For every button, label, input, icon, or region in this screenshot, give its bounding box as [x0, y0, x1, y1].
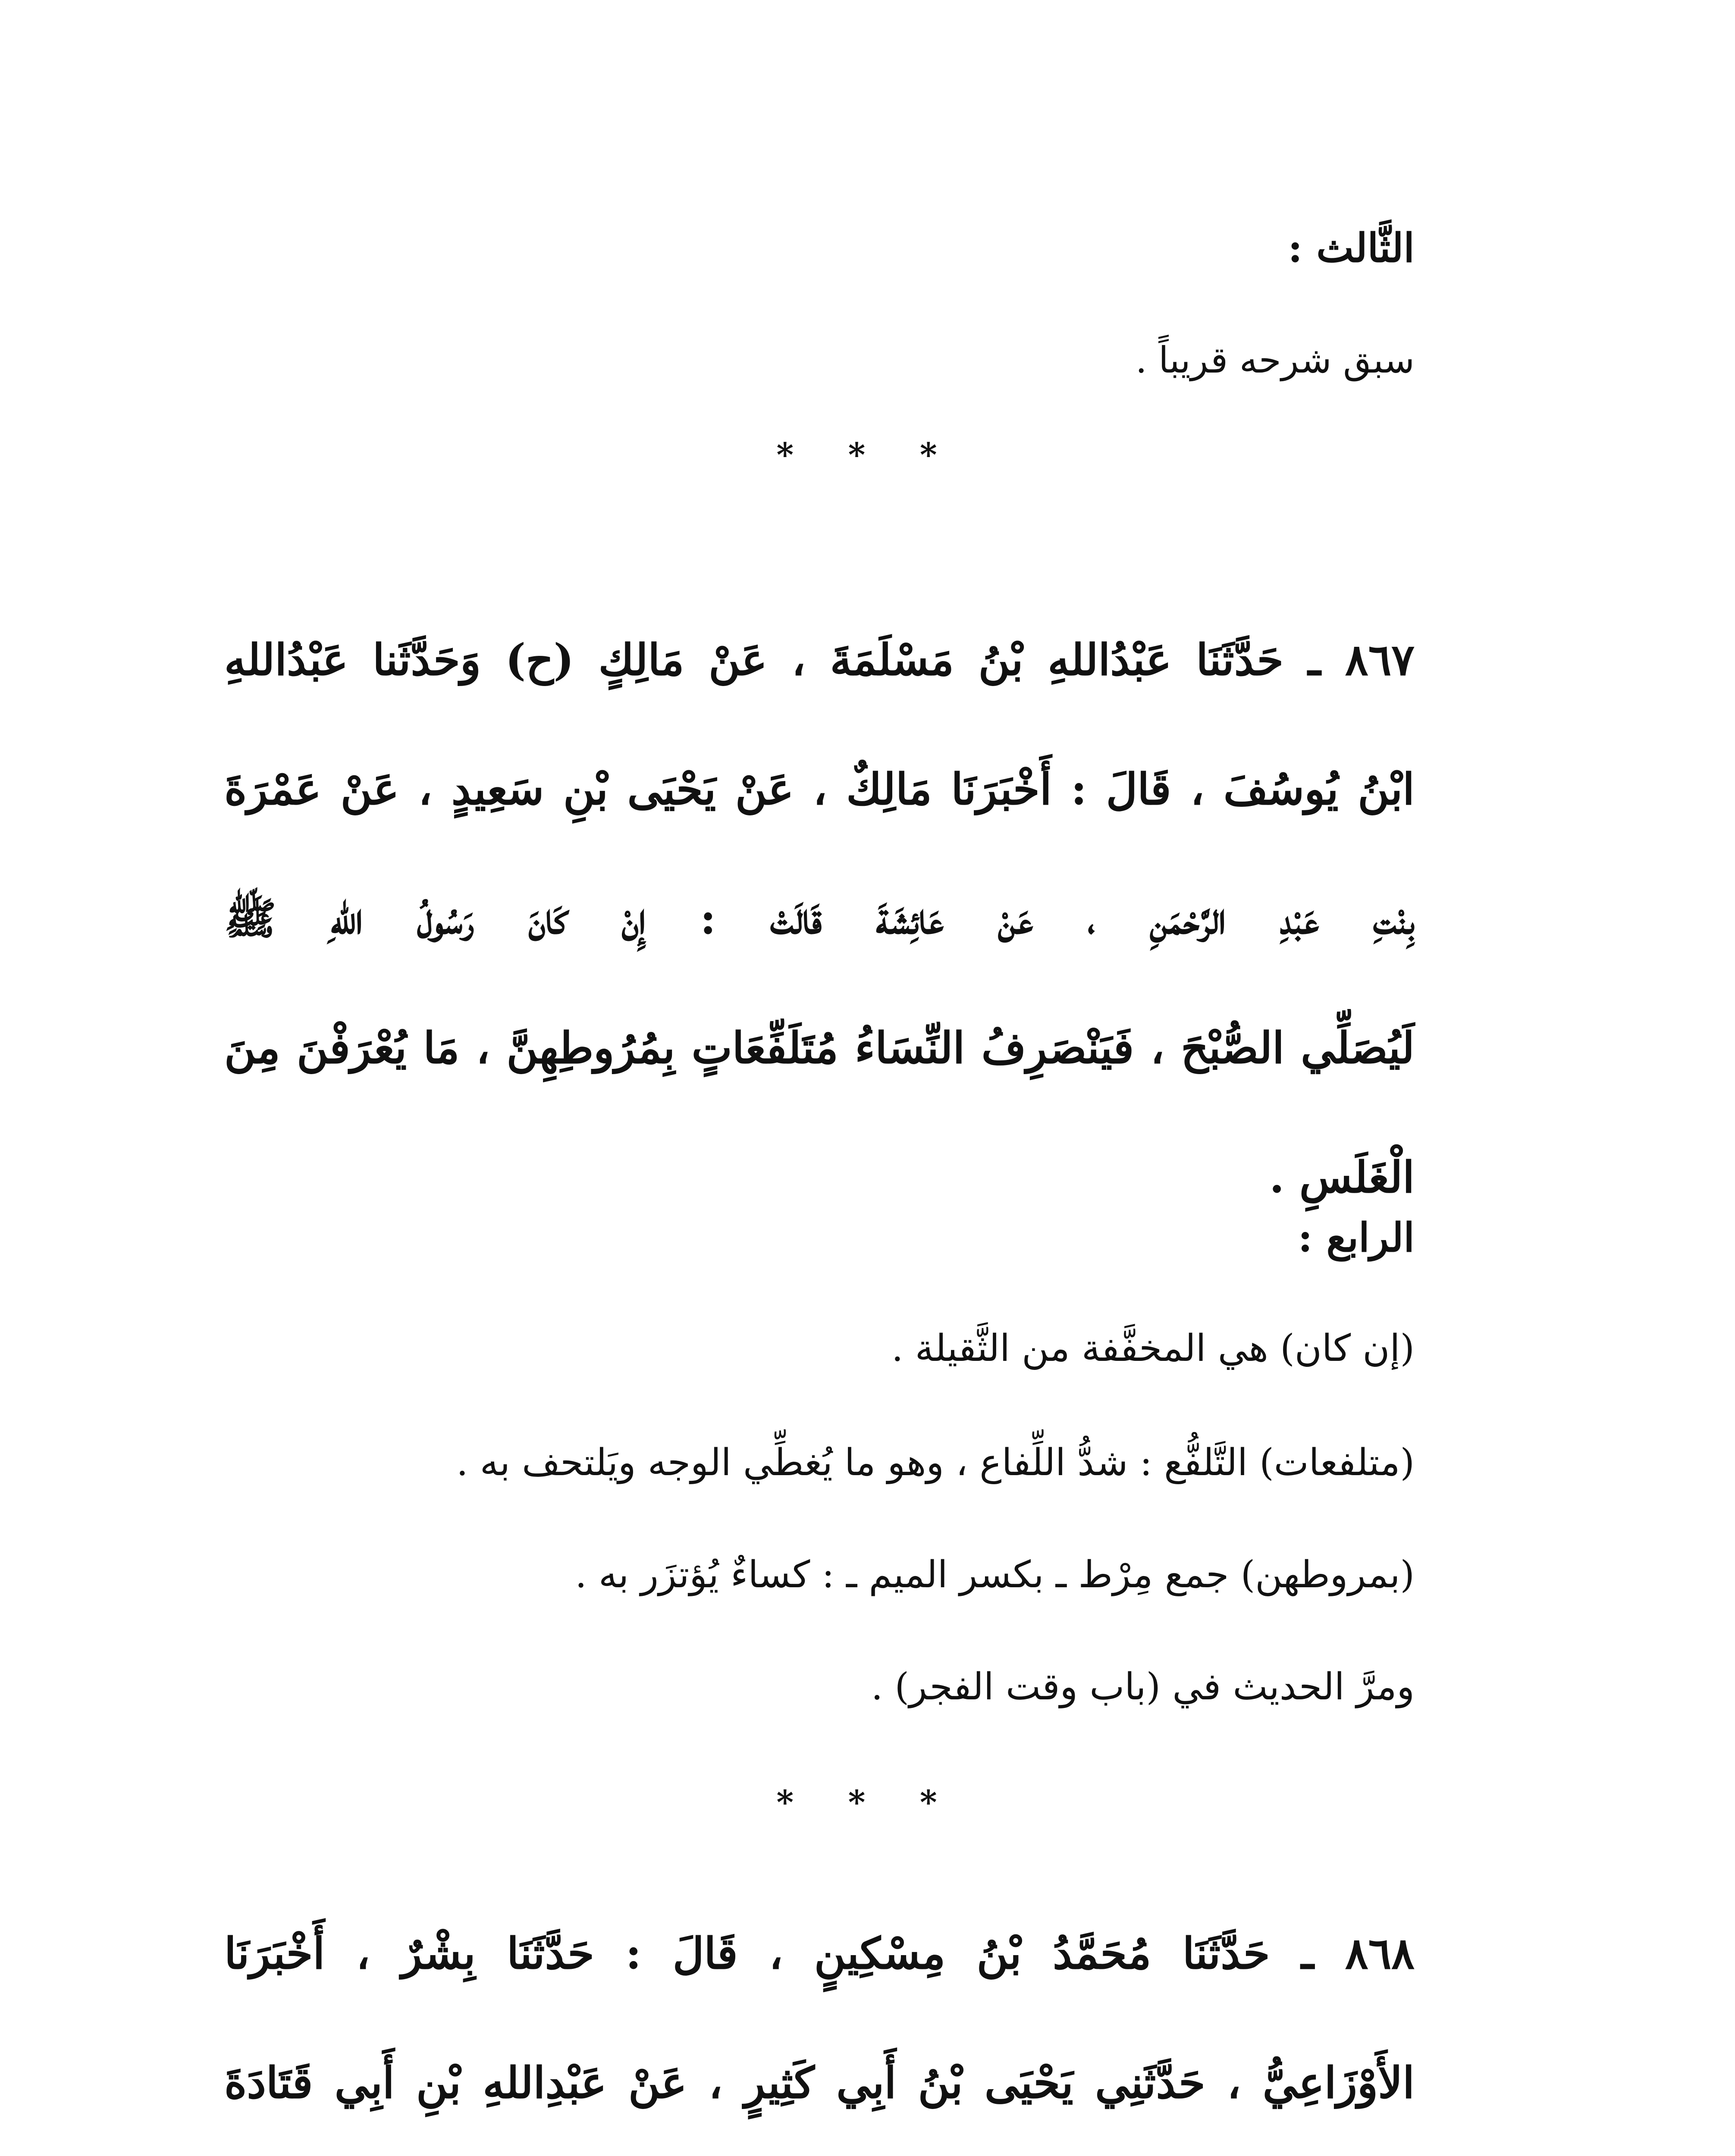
hadith-868-line — [224, 2147, 1415, 2156]
hadith-868-line: ٨٦٨ ـ حَدَّثَنَا مُحَمَّدُ بْنُ مِسْكِينٍ ، قَالَ : حَدَّثَنَا بِشْرٌ ، أَخْبَرَنَا — [224, 1928, 1415, 1979]
section-separator: * * * — [776, 436, 959, 474]
hadith-868 — [224, 1889, 1415, 2156]
section-fourth-note: (بمروطهن) جمع مِرْط ـ بكسر الميم ـ : كساءٌ يُؤتزَر به . — [575, 1553, 1415, 1596]
section-fourth-note: ومرَّ الحديث في (باب وقت الفجر) . — [871, 1665, 1415, 1708]
hadith-867 — [224, 595, 1415, 1242]
hadith-867-line: بِنْتِ عَبْدِ الرَّحْمَنِ ، عَنْ عَائِشَةَ قَالَتْ : إِنْ كَانَ رَسُولُ اللهِ ﷺ — [224, 893, 1415, 944]
section-third-text: سبق شرحه قريباً . — [1135, 339, 1415, 381]
section-fourth-note: (إن كان) هي المخفَّفة من الثَّقيلة . — [891, 1327, 1415, 1370]
section-separator: * * * — [776, 1783, 959, 1821]
section-fourth-note: (متلفعات) التَّلفُّع : شدُّ اللِّفاع ، وهو ما يُغطِّي الوجه ويَلتحف به . — [456, 1441, 1415, 1484]
hadith-867-line: ٨٦٧ ـ حَدَّثَنَا عَبْدُاللهِ بْنُ مَسْلَمَةَ ، عَنْ مَالِكٍ (ح) وَحَدَّثَنا عَبْدُاللهِ — [224, 634, 1415, 685]
hadith-868-line: الأَوْزَاعِيُّ ، حَدَّثَنِي يَحْيَى بْنُ أَبِي كَثِيرٍ ، عَنْ عَبْدِاللهِ بْنِ أَبِي قَتَادَةَ — [224, 2057, 1415, 2108]
hadith-867-line: ابْنُ يُوسُفَ ، قَالَ : أَخْبَرَنَا مَالِكٌ ، عَنْ يَحْيَى بْنِ سَعِيدٍ ، عَنْ عَمْرَةَ — [224, 764, 1415, 815]
section-third-heading: الثَّالث : — [1288, 225, 1415, 271]
hadith-867-line: لَيُصَلِّي الصُّبْحَ ، فَيَنْصَرِفُ النِّسَاءُ مُتَلَفِّعَاتٍ بِمُرُوطِهِنَّ ، مَا يُعْرَفْنَ مِنَ — [224, 1022, 1415, 1073]
section-fourth-heading: الرابع : — [1298, 1214, 1415, 1261]
hadith-867-line: الْغَلَسِ . — [1269, 1152, 1415, 1203]
